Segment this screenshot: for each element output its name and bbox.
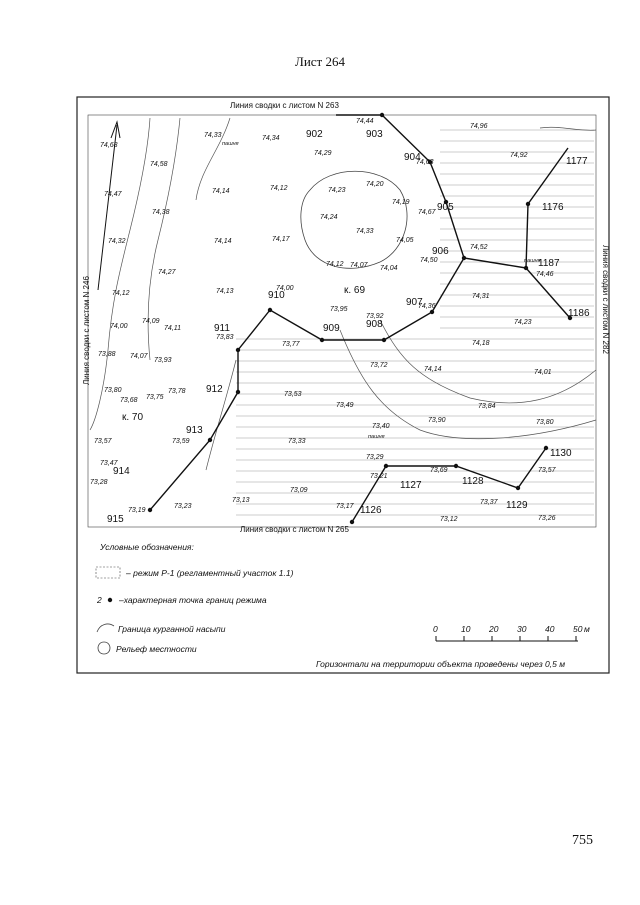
sheet-title: Лист 264 xyxy=(295,54,345,69)
elevation-label: 73,83 xyxy=(216,334,234,341)
elevation-label: 73,68 xyxy=(120,397,138,404)
vertex-dot xyxy=(462,256,466,260)
vertex-dot xyxy=(380,113,384,117)
legend-regime-swatch xyxy=(96,567,120,578)
elevation-label: 74,09 xyxy=(142,318,160,325)
vertex-dot xyxy=(516,486,520,490)
edge-label-top: Линия сводки с листом N 263 xyxy=(230,101,339,110)
elevation-label: 73,37 xyxy=(480,499,498,506)
mound-boundary xyxy=(301,171,407,268)
elevation-label: 74,12 xyxy=(270,185,288,192)
elevation-label: 73,90 xyxy=(428,417,446,424)
elevation-label: 74,29 xyxy=(314,150,332,157)
scale-tick-label: 30 xyxy=(517,624,527,634)
elevation-label: 74,58 xyxy=(150,161,168,168)
elevation-label: 74,34 xyxy=(262,135,280,142)
elevation-label: 74,23 xyxy=(328,187,346,194)
elevation-label: 74,13 xyxy=(216,288,234,295)
vertex-dot xyxy=(382,338,386,342)
elevation-label: 73,80 xyxy=(536,419,554,426)
elevation-label: 74,38 xyxy=(152,209,170,216)
vertex-dot xyxy=(236,348,240,352)
legend-point-number: 2 xyxy=(97,595,102,605)
elevation-label: 74,11 xyxy=(164,325,181,332)
point-label: 913 xyxy=(186,425,203,436)
elevation-label: 73,53 xyxy=(284,391,302,398)
elevation-label: 74,63 xyxy=(416,159,434,166)
point-label: 904 xyxy=(404,152,421,163)
vertex-dot xyxy=(526,202,530,206)
plow-label: пашня xyxy=(524,258,541,264)
point-label: 903 xyxy=(366,129,383,140)
point-label: 1130 xyxy=(550,448,572,459)
elevation-label: 74,33 xyxy=(356,228,374,235)
elevation-label: 73,26 xyxy=(538,515,556,522)
scale-unit: м xyxy=(584,624,590,634)
elevation-label: 74,19 xyxy=(392,199,410,206)
legend-regime: – режим Р-1 (регламентный участок 1.1) xyxy=(126,568,294,578)
vertex-dot xyxy=(384,464,388,468)
point-label: 1128 xyxy=(462,476,484,487)
scale-tick-label: 40 xyxy=(545,624,555,634)
plow-label: пашня xyxy=(222,141,239,147)
elevation-label: 74,12 xyxy=(326,261,344,268)
elevation-label: 73,57 xyxy=(94,438,112,445)
elevation-label: 74,17 xyxy=(272,236,290,243)
scale-bar xyxy=(433,624,590,641)
elevation-label: 74,27 xyxy=(158,269,176,276)
contour-interval-note: Горизонтали на территории объекта проведены через 0,5 м xyxy=(316,659,566,669)
point-label: 1126 xyxy=(360,505,382,516)
point-label: 908 xyxy=(366,319,383,330)
vertex-dot xyxy=(454,464,458,468)
vertex-dot xyxy=(148,508,152,512)
quarter-label-69: к. 69 xyxy=(344,285,366,296)
elevation-label: 73,47 xyxy=(100,460,118,467)
elevation-label: 73,78 xyxy=(168,388,186,395)
elevation-label: 73,17 xyxy=(336,503,354,510)
elevation-label: 73,28 xyxy=(90,479,108,486)
legend-mound: Граница курганной насыпи xyxy=(118,624,226,634)
elevation-label: 74,05 xyxy=(396,237,414,244)
elevation-label: 74,12 xyxy=(112,290,130,297)
point-label: 911 xyxy=(214,323,230,334)
elevation-label: 73,80 xyxy=(104,387,122,394)
legend-point: –характерная точка границ режима xyxy=(119,595,267,605)
point-label: 1127 xyxy=(400,480,422,491)
vertex-dot xyxy=(268,308,272,312)
point-label: 912 xyxy=(206,384,223,395)
elevation-label: 74,07 xyxy=(130,353,148,360)
elevation-label: 73,09 xyxy=(290,487,308,494)
point-label: 902 xyxy=(306,129,323,140)
legend-relief-icon xyxy=(98,642,110,654)
relief-contours xyxy=(90,118,596,470)
elevation-label: 74,14 xyxy=(212,188,230,195)
regime-boundary xyxy=(150,115,570,522)
elevation-label: 73,21 xyxy=(370,473,388,480)
vertex-dot xyxy=(524,266,528,270)
quarter-label-70: к. 70 xyxy=(122,412,144,423)
elevation-label: 74,14 xyxy=(424,366,442,373)
map-frame xyxy=(77,97,609,673)
elevation-label: 74,07 xyxy=(350,262,368,269)
elevation-label: 74,50 xyxy=(420,257,438,264)
elevation-label: 74,01 xyxy=(534,369,552,376)
vertex-dot xyxy=(544,446,548,450)
elevation-label: 74,36 xyxy=(418,303,436,310)
point-label: 909 xyxy=(323,323,340,334)
vertex-dot xyxy=(208,438,212,442)
elevation-label: 73,93 xyxy=(154,357,172,364)
elevation-label: 73,95 xyxy=(330,306,348,313)
legend-relief: Рельеф местности xyxy=(116,644,197,654)
elevation-label: 73,12 xyxy=(440,516,458,523)
elevation-label: 74,32 xyxy=(108,238,126,245)
elevation-label: 74,92 xyxy=(510,152,528,159)
point-label: 1187 xyxy=(538,258,560,269)
scale-tick-label: 0 xyxy=(433,624,438,634)
scale-tick-label: 50 xyxy=(573,624,583,634)
elevation-label: 73,92 xyxy=(366,313,384,320)
elevation-label: 74,18 xyxy=(472,340,490,347)
point-label: 1176 xyxy=(542,202,564,213)
elevation-label: 74,00 xyxy=(110,323,128,330)
boundary-vertices xyxy=(148,113,572,524)
edge-label-bottom: Линия сводки с листом N 265 xyxy=(240,525,349,534)
edge-label-right: Линия сводки с листом N 282 xyxy=(601,245,610,354)
elevation-label: 74,68 xyxy=(100,142,118,149)
elevation-label: 73,72 xyxy=(370,362,388,369)
scale-tick-label: 20 xyxy=(489,624,499,634)
edge-label-left: Линия сводки с листом N 246 xyxy=(82,276,91,385)
point-label: 906 xyxy=(432,246,449,257)
vertex-dot xyxy=(236,390,240,394)
legend-title: Условные обозначения: xyxy=(100,542,194,552)
elevation-label: 73,40 xyxy=(372,423,390,430)
elevation-label: 74,31 xyxy=(472,293,490,300)
point-label: 1186 xyxy=(568,308,590,319)
elevation-label: 74,24 xyxy=(320,214,338,221)
point-label: 905 xyxy=(437,202,454,213)
elevation-label: 73,69 xyxy=(430,467,448,474)
elevation-label: 73,23 xyxy=(174,503,192,510)
vertex-dot xyxy=(430,310,434,314)
elevation-label: 73,84 xyxy=(478,403,496,410)
legend-point-dot xyxy=(108,598,112,602)
elevation-label: 74,67 xyxy=(418,209,436,216)
elevation-label: 73,75 xyxy=(146,394,164,401)
elevation-label: 74,46 xyxy=(536,271,554,278)
elevation-label: 74,20 xyxy=(366,181,384,188)
elevation-label: 74,52 xyxy=(470,244,488,251)
elevation-label: 73,29 xyxy=(366,454,384,461)
elevation-label: 73,49 xyxy=(336,402,354,409)
point-label: 910 xyxy=(268,290,285,301)
elevation-label: 74,04 xyxy=(380,265,398,272)
vertex-dot xyxy=(350,520,354,524)
elevation-label: 74,44 xyxy=(356,118,374,125)
elevation-label: 74,47 xyxy=(104,191,122,198)
elevation-label: 73,19 xyxy=(128,507,146,514)
point-label: 1129 xyxy=(506,500,528,511)
point-label: 907 xyxy=(406,297,423,308)
elevation-label: 73,33 xyxy=(288,438,306,445)
elevation-label: 73,88 xyxy=(98,351,116,358)
point-label: 1177 xyxy=(566,156,588,167)
elevation-label: 74,23 xyxy=(514,319,532,326)
vertex-dot xyxy=(320,338,324,342)
elevation-label: 74,00 xyxy=(276,285,294,292)
plow-label: пашня xyxy=(368,434,385,440)
point-label: 914 xyxy=(113,466,130,477)
elevation-label: 73,59 xyxy=(172,438,190,445)
legend-mound-icon xyxy=(97,624,114,632)
elevation-label: 73,77 xyxy=(282,341,300,348)
elevation-label: 74,33 xyxy=(204,132,222,139)
elevation-label: 74,14 xyxy=(214,238,232,245)
elevation-label: 73,13 xyxy=(232,497,250,504)
elevation-label: 73,57 xyxy=(538,467,556,474)
scale-tick-label: 10 xyxy=(461,624,471,634)
elevation-label: 74,96 xyxy=(470,123,488,130)
point-label: 915 xyxy=(107,514,124,525)
page-number: 755 xyxy=(572,833,593,848)
